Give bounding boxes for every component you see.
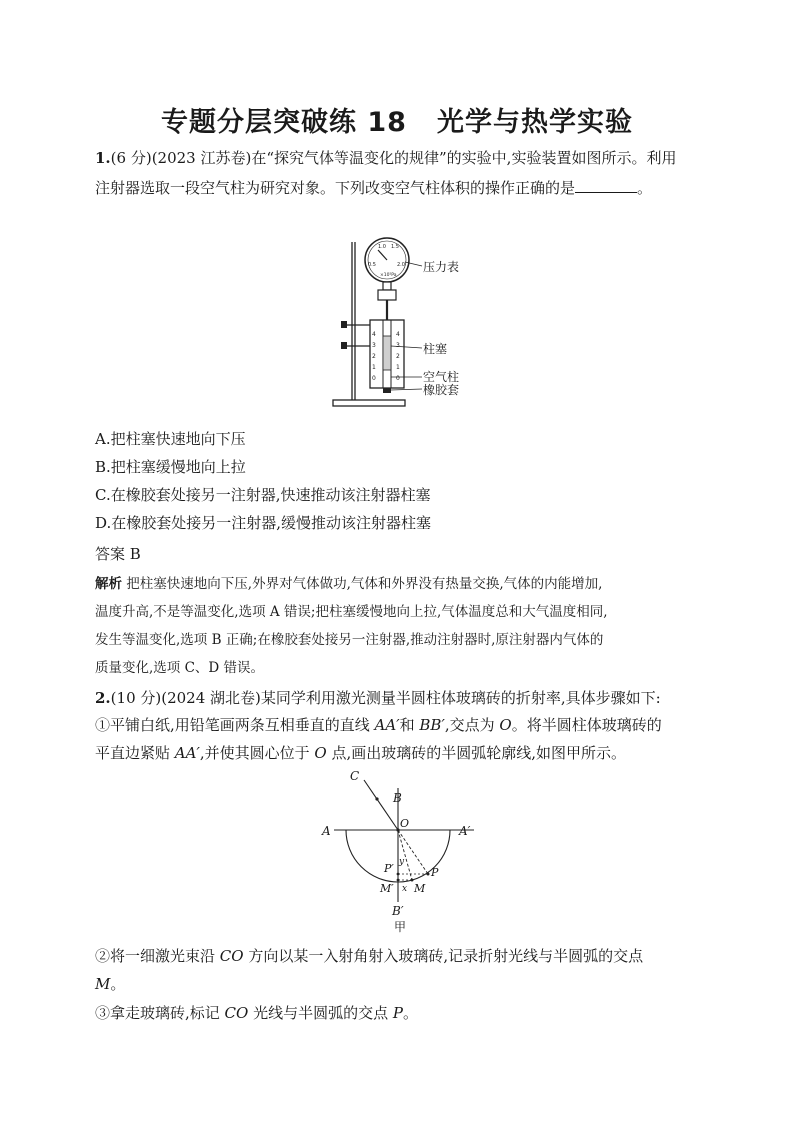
q1-stem-line2: 注射器选取一段空气柱为研究对象。下列改变空气柱体积的操作正确的是 。 [95,179,653,197]
pressure-gauge-icon [365,238,409,282]
svg-text:P′: P′ [384,862,394,875]
answer-blank [575,178,637,193]
page-title [0,100,794,139]
svg-text:3: 3 [396,342,400,349]
q1-stem-line1 [95,148,676,168]
q1-analysis-line4: 质量变化,选项 C、D 错误。 [95,660,265,676]
svg-text:1: 1 [396,364,400,371]
title-sub: 光学与热学实验 [436,107,633,138]
q1-number: 1. [95,149,111,167]
q1-option-b: B.把柱塞缓慢地向上拉 [95,458,246,476]
svg-text:A: A [322,824,331,838]
q1-option-c: C.在橡胶套处接另一注射器,快速推动该注射器柱塞 [95,486,431,504]
q2-number: 2. [95,689,111,707]
q2-step1-line2: 平直边紧贴 AA′,并使其圆心位于 O 点,画出玻璃砖的半圆弧轮廓线,如图甲所示。 [95,744,627,762]
figure-caption: 甲 [394,920,407,934]
svg-text:A′: A′ [459,824,471,838]
q2-stem: 2.(10 分)(2024 湖北卷)某同学利用激光测量半圆柱体玻璃砖的折射率,具体步骤如下: [95,689,661,707]
svg-text:4: 4 [372,331,376,338]
q1-analysis-line2: 温度升高,不是等温变化,选项 A 错误;把柱塞缓慢地向上拉,气体温度总和大气温度相同, [95,604,608,620]
q1-option-d: D.在橡胶套处接另一注射器,缓慢推动该注射器柱塞 [95,514,432,532]
svg-text:2: 2 [396,353,400,360]
q1-score-source: (6 分)(2023 江苏卷) [110,149,252,167]
q2-step2-line2: M。 [95,975,126,993]
svg-text:M′: M′ [380,882,394,895]
svg-text:O: O [400,817,410,830]
svg-text:1.0: 1.0 [378,244,386,250]
gauge-label: 压力表 [423,260,460,274]
svg-text:B′: B′ [392,904,404,918]
q2-step2-line1: ②将一细激光束沿 CO 方向以某一入射角射入玻璃砖,记录折射光线与半圆弧的交点 [95,947,644,965]
svg-text:×10⁵Pa: ×10⁵Pa [380,273,397,278]
svg-text:3: 3 [372,342,376,349]
svg-text:C: C [350,769,360,783]
q2-step1-line1: ①平铺白纸,用铅笔画两条互相垂直的直线 AA′和 BB′,交点为 O。将半圆柱体玻璃砖的 [95,716,662,734]
svg-text:M: M [414,882,426,895]
svg-text:1: 1 [372,364,376,371]
svg-text:4: 4 [396,331,400,338]
air-column-label: 空气柱 [423,370,460,384]
title-main: 专题分层突破练 18 [161,107,407,138]
svg-text:0: 0 [396,375,400,382]
svg-text:2: 2 [372,353,376,360]
svg-text:2.0: 2.0 [397,262,405,268]
answer-value: B [129,545,141,563]
q1-stem-text1: 在“探究气体等温变化的规律”的实验中,实验装置如图所示。利用 [251,149,677,167]
svg-text:0.5: 0.5 [368,262,376,268]
glass-brick-figure [314,768,494,936]
q2-step3: ③拿走玻璃砖,标记 CO 光线与半圆弧的交点 P。 [95,1004,418,1022]
rubber-cap-label: 橡胶套 [423,383,460,397]
svg-text:y: y [399,857,405,867]
analysis-label: 解析 [95,576,122,592]
q1-answer [95,544,141,564]
syringe-apparatus-figure [330,236,480,418]
svg-text:1.5: 1.5 [391,244,399,250]
q1-option-a: A.把柱塞快速地向下压 [95,430,246,448]
svg-text:x: x [402,884,408,894]
q2-score-source: (10 分)(2024 湖北卷) [110,689,261,707]
answer-label: 答案 [95,545,126,563]
svg-text:P: P [431,866,439,879]
svg-text:B: B [393,791,402,805]
q1-analysis-line3: 发生等温变化,选项 B 正确;在橡胶套处接另一注射器,推动注射器时,原注射器内气体的 [95,632,604,648]
q1-stem-text2: 注射器选取一段空气柱为研究对象。下列改变空气柱体积的操作正确的是 [95,179,576,197]
svg-text:0: 0 [372,375,376,382]
plunger-label: 柱塞 [423,342,448,356]
q1-analysis-line1: 解析 把柱塞快速地向下压,外界对气体做功,气体和外界没有热量交换,气体的内能增加, [95,576,603,592]
